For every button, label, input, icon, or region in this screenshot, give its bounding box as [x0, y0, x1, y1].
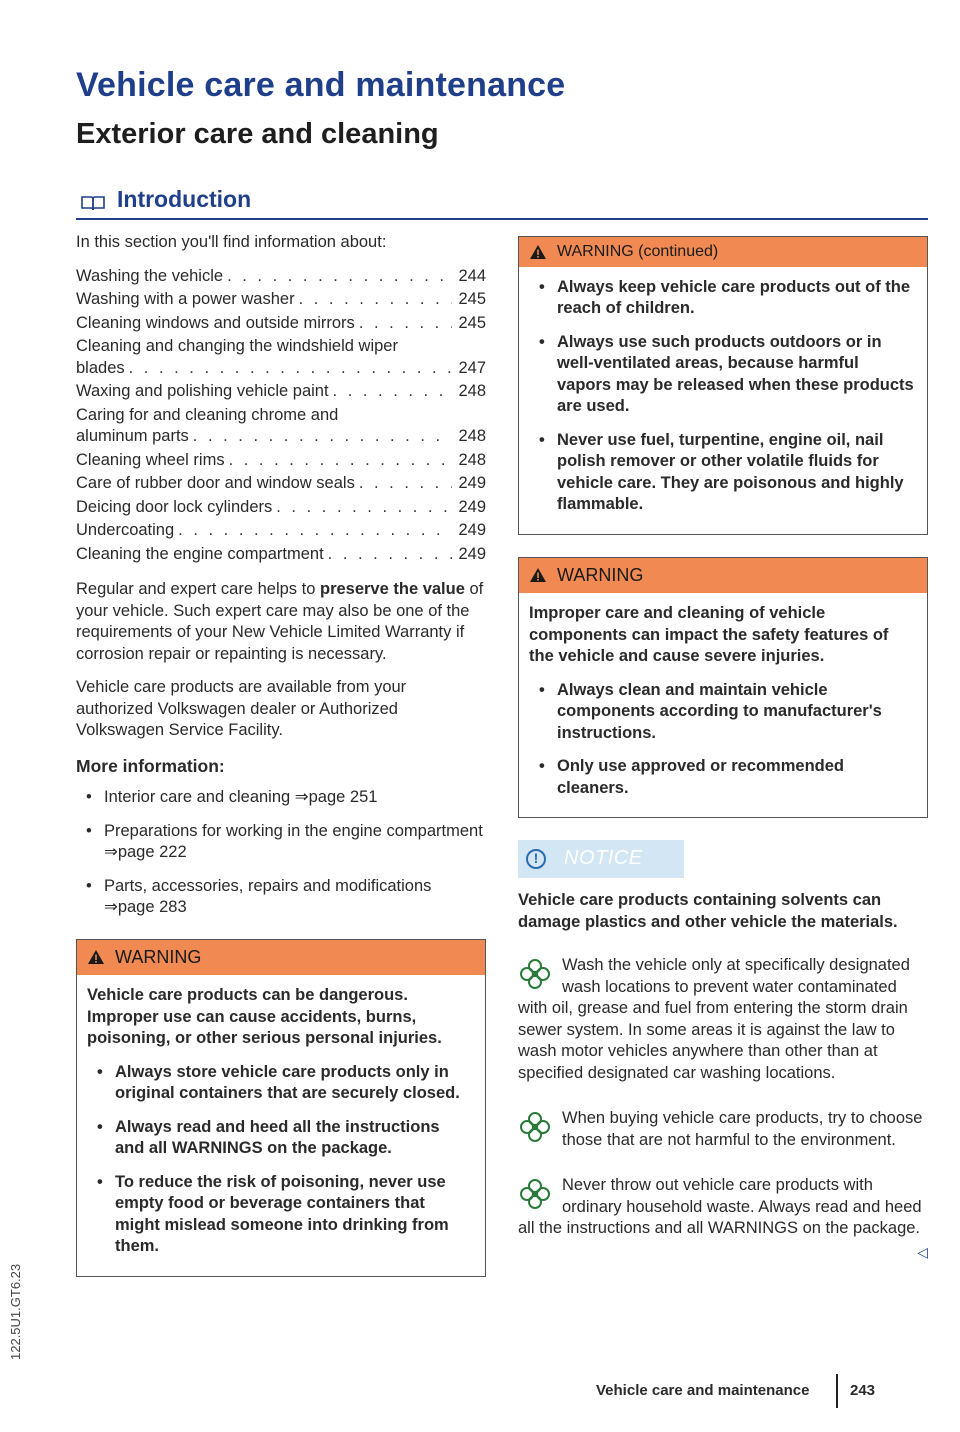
warning-label: WARNING — [557, 564, 644, 585]
environment-note — [518, 1175, 928, 1260]
toc-row[interactable] — [76, 544, 486, 566]
environment-icon — [518, 1177, 552, 1211]
toc-text: Care of rubber door and window seals — [76, 474, 355, 492]
warning-lead: Improper care and cleaning of vehicle components can impact the safety features of the vehicle and cause severe injuries. — [529, 604, 889, 665]
warning-list — [87, 1062, 473, 1258]
end-triangle-icon: ◁ — [917, 1243, 928, 1260]
warning-header — [519, 237, 927, 267]
toc-text: Cleaning wheel rims — [76, 450, 225, 469]
toc-page: 249 — [458, 497, 486, 516]
environment-text: Never throw out vehicle care products with ordinary household waste. Always read and heed all the instructions and all WARNINGS on the package. — [518, 1176, 922, 1237]
dealer-paragraph: Vehicle care products are available from your authorized Volkswagen dealer or Authorized Volkswagen Service Facility. — [76, 678, 407, 739]
notice-icon: ! — [526, 849, 546, 869]
toc-text: Undercoating — [76, 521, 175, 539]
book-icon — [80, 194, 106, 212]
toc-leader — [328, 544, 452, 566]
intro-lead: In this section you'll find information about: — [76, 233, 387, 251]
warning-item: • Always read and heed all the instructions and all WARNINGS on the package. — [87, 1117, 473, 1160]
notice-label: NOTICE — [564, 847, 643, 870]
side-code — [8, 1240, 28, 1360]
toc-leader — [359, 313, 452, 335]
toc-page: 248 — [458, 450, 486, 469]
toc-text: Cleaning the engine compartment — [76, 544, 324, 563]
side-code-text: 122.5U1.GT6.23 — [8, 1263, 23, 1360]
environment-note — [518, 955, 928, 1084]
chapter-title: Vehicle care and maintenance — [76, 66, 566, 104]
toc-row[interactable] — [76, 289, 486, 311]
toc-row[interactable] — [76, 473, 486, 495]
subsection-header — [76, 186, 928, 220]
warning-label: WARNING (continued) — [557, 243, 719, 260]
toc-text-line1: Caring for and cleaning chrome and — [76, 405, 339, 424]
toc-text: Cleaning windows and outside mirrors — [76, 313, 355, 332]
warning-box — [76, 939, 486, 1277]
toc-leader — [129, 358, 452, 380]
warning-list — [529, 680, 915, 800]
toc-text: Washing with a power washer — [76, 290, 295, 308]
toc-page: 247 — [458, 358, 486, 377]
warning-triangle-icon — [87, 949, 105, 965]
warning-body — [519, 267, 927, 534]
warning-label: WARNING — [115, 946, 202, 967]
toc-row[interactable] — [76, 450, 486, 472]
table-of-contents — [76, 266, 486, 566]
warning-box — [518, 557, 928, 819]
warning-body — [519, 593, 927, 817]
warning-item: • To reduce the risk of poisoning, never use empty food or beverage containers that might mislead someone into drinking from them. — [87, 1172, 473, 1258]
toc-row[interactable] — [76, 313, 486, 335]
toc-text: Waxing and polishing vehicle paint — [76, 382, 329, 400]
toc-page: 249 — [458, 521, 486, 539]
warning-item: • Always use such products outdoors or in well-ventilated areas, because harmful vapors may be released when these products are used. — [529, 332, 915, 418]
notice-text: Vehicle care products containing solvents can damage plastics and other vehicle the materials. — [518, 891, 898, 931]
warning-continued-box — [518, 236, 928, 535]
toc-text: Deicing door lock cylinders — [76, 497, 273, 516]
toc-page: 249 — [458, 474, 486, 492]
more-info-link[interactable]: • Preparations for working in the engine compartment ⇒page 222 — [76, 821, 486, 864]
toc-leader — [276, 497, 452, 519]
toc-text: blades — [76, 358, 125, 377]
more-info-heading: More information: — [76, 755, 225, 776]
intro-paragraph — [76, 579, 486, 665]
warning-triangle-icon — [529, 567, 547, 583]
environment-icon — [518, 957, 552, 991]
warning-item: • Always clean and maintain vehicle components according to manufacturer's instructions. — [529, 680, 915, 745]
toc-leader — [193, 426, 452, 448]
toc-leader — [178, 520, 452, 542]
right-column — [518, 236, 928, 1264]
intro-paragraph-post: of your vehicle. Such expert care may also be one of the requirements of your New Vehicle Limited Warranty if corrosion repair or repainting is necessary. — [76, 580, 484, 663]
toc-text: Washing the vehicle — [76, 266, 224, 285]
page-number: 243 — [850, 1382, 876, 1399]
warning-body — [77, 975, 485, 1276]
warning-item: • Only use approved or recommended cleaners. — [529, 756, 915, 799]
environment-text: Wash the vehicle only at specifically designated wash locations to prevent water contaminated with oil, grease and fuel from entering the storm drain sewer system. In some areas it is against the law to wash motor vehicles anywhere than other than at specified designated car washing locations. — [518, 956, 910, 1082]
more-info-list — [76, 787, 486, 919]
environment-text: When buying vehicle care products, try to choose those that are not harmful to the environment. — [562, 1109, 923, 1149]
toc-row[interactable] — [76, 266, 486, 288]
section-title: Exterior care and cleaning — [76, 118, 439, 150]
toc-text-line1: Cleaning and changing the windshield wiper — [76, 337, 398, 355]
notice-header — [518, 840, 684, 878]
toc-page: 244 — [458, 266, 486, 285]
toc-row[interactable] — [76, 405, 486, 448]
toc-leader — [299, 289, 452, 311]
toc-row[interactable] — [76, 497, 486, 519]
warning-item: • Never use fuel, turpentine, engine oil, nail polish remover or other volatile fluids for vehicle care. They are poisonous and highly flammable. — [529, 430, 915, 516]
subsection-title: Introduction — [117, 186, 252, 212]
toc-leader — [227, 266, 452, 288]
warning-lead: Vehicle care products can be dangerous. Improper use can cause accidents, burns, poisoning, or other serious personal injuries. — [87, 986, 442, 1047]
left-column — [76, 232, 486, 1299]
toc-page: 248 — [458, 427, 486, 445]
more-info-link[interactable]: • Interior care and cleaning ⇒page 251 — [76, 787, 486, 809]
warning-header — [519, 558, 927, 594]
toc-leader — [359, 473, 452, 495]
toc-leader — [229, 450, 452, 472]
environment-icon — [518, 1110, 552, 1144]
toc-row[interactable] — [76, 381, 486, 403]
toc-leader — [333, 381, 452, 403]
warning-item: • Always keep vehicle care products out of the reach of children. — [529, 277, 915, 320]
warning-item: • Always store vehicle care products only in original containers that are securely closed. — [87, 1062, 473, 1105]
more-info-link[interactable]: • Parts, accessories, repairs and modifications ⇒page 283 — [76, 876, 486, 919]
footer-section-name: Vehicle care and maintenance — [596, 1382, 810, 1399]
toc-page: 248 — [458, 382, 486, 400]
toc-page: 245 — [458, 313, 486, 332]
environment-note — [518, 1108, 928, 1151]
warning-header — [77, 940, 485, 976]
toc-row[interactable] — [76, 520, 486, 542]
intro-paragraph-pre: Regular and expert care helps to — [76, 580, 320, 598]
toc-page: 245 — [458, 290, 486, 308]
toc-row[interactable] — [76, 336, 486, 379]
footer-divider — [836, 1374, 838, 1408]
intro-paragraph-bold: preserve the value — [319, 580, 465, 598]
toc-text: aluminum parts — [76, 427, 189, 445]
toc-page: 249 — [458, 544, 486, 563]
warning-list — [529, 277, 915, 516]
warning-triangle-icon — [529, 244, 547, 260]
